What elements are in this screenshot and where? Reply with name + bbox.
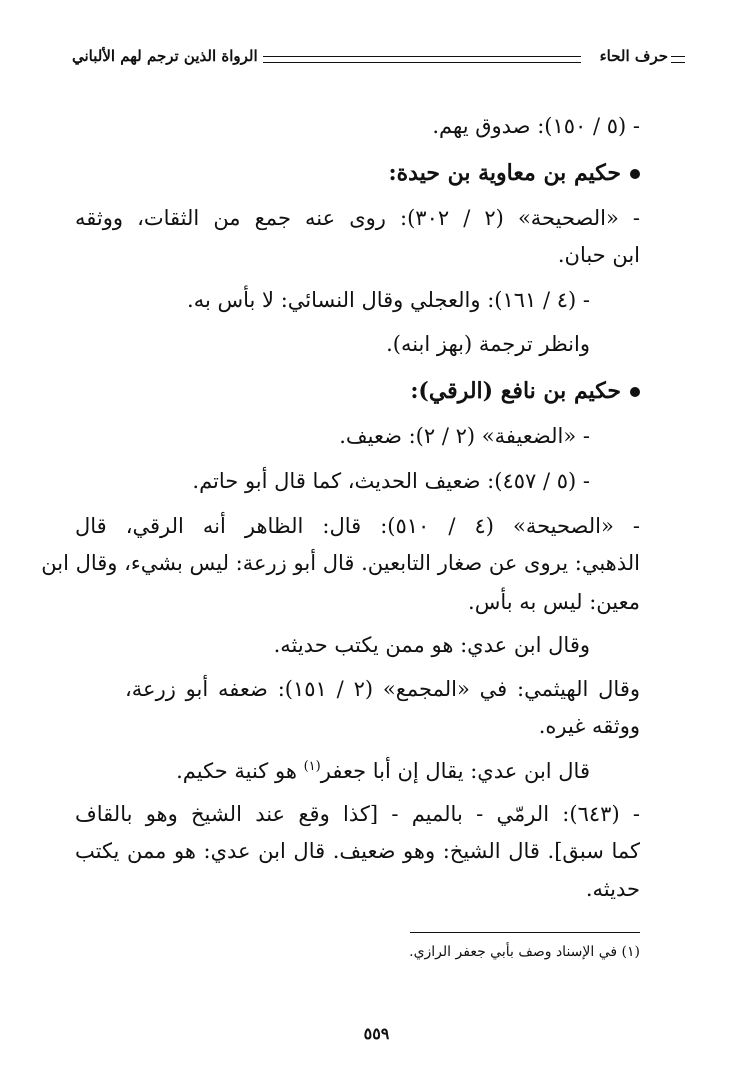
text-line: ووثقه غيره. (538, 714, 640, 738)
text-line: وانظر ترجمة (بهز ابنه). (386, 332, 590, 356)
header-double-rule (263, 56, 581, 63)
text-line: الذهبي: يروى عن صغار التابعين. قال أبو زرعة: ليس بشيء، وقال ابن (41, 551, 640, 575)
text-line: - «الضعيفة» (٢ / ٢): ضعيف. (339, 424, 590, 448)
text-line: معين: ليس به بأس. (468, 590, 640, 614)
text-line: ابن حبان. (557, 243, 640, 267)
text-line: - (٦٤٣): الرمّي - بالميم - [كذا وقع عند الشيخ وهو بالقاف (75, 802, 641, 826)
footnote-marker: (١) (303, 759, 321, 774)
text-line: حديثه. (585, 877, 640, 901)
bullet-icon (630, 169, 640, 179)
entry-heading: حكيم بن معاوية بن حيدة: (389, 158, 640, 188)
footnote: (١) في الإسناد وصف بأبي جعفر الرازي. (409, 944, 640, 960)
text-line: - «الصحيحة» (٤ / ٥١٠): قال: الظاهر أنه الرقي، قال (75, 514, 640, 538)
page-number: ٥٥٩ (363, 1024, 390, 1043)
text-line: قال ابن عدي: يقال إن أبا جعفر$^{(١)}$ هو كنية حكيم. (176, 759, 590, 783)
text-line: كما سبق]. قال الشيخ: وهو ضعيف. قال ابن عدي: هو ممن يكتب (75, 839, 640, 863)
entry-heading: حكيم بن نافع (الرقي): (410, 376, 640, 406)
text-line: - «الصحيحة» (٢ / ٣٠٢): روى عنه جمع من الثقات، ووثقه (75, 206, 640, 230)
text-line: - (٥ / ٤٥٧): ضعيف الحديث، كما قال أبو حاتم. (192, 469, 590, 493)
bullet-icon (630, 387, 640, 397)
text-line: - (٤ / ١٦١): والعجلي وقال النسائي: لا بأس به. (187, 288, 590, 312)
text-line: وقال الهيثمي: في «المجمع» (٢ / ١٥١): ضعفه أبو زرعة، (125, 677, 640, 701)
running-head-title: الرواة الذين ترجم لهم الألباني (72, 47, 258, 65)
text-line: - (٥ / ١٥٠): صدوق يهم. (432, 114, 640, 138)
running-head-chapter: حرف الحاء (599, 47, 668, 65)
text-line: وقال ابن عدي: هو ممن يكتب حديثه. (273, 633, 590, 657)
header-double-rule-mark (671, 56, 685, 63)
footnote-separator (410, 932, 640, 933)
